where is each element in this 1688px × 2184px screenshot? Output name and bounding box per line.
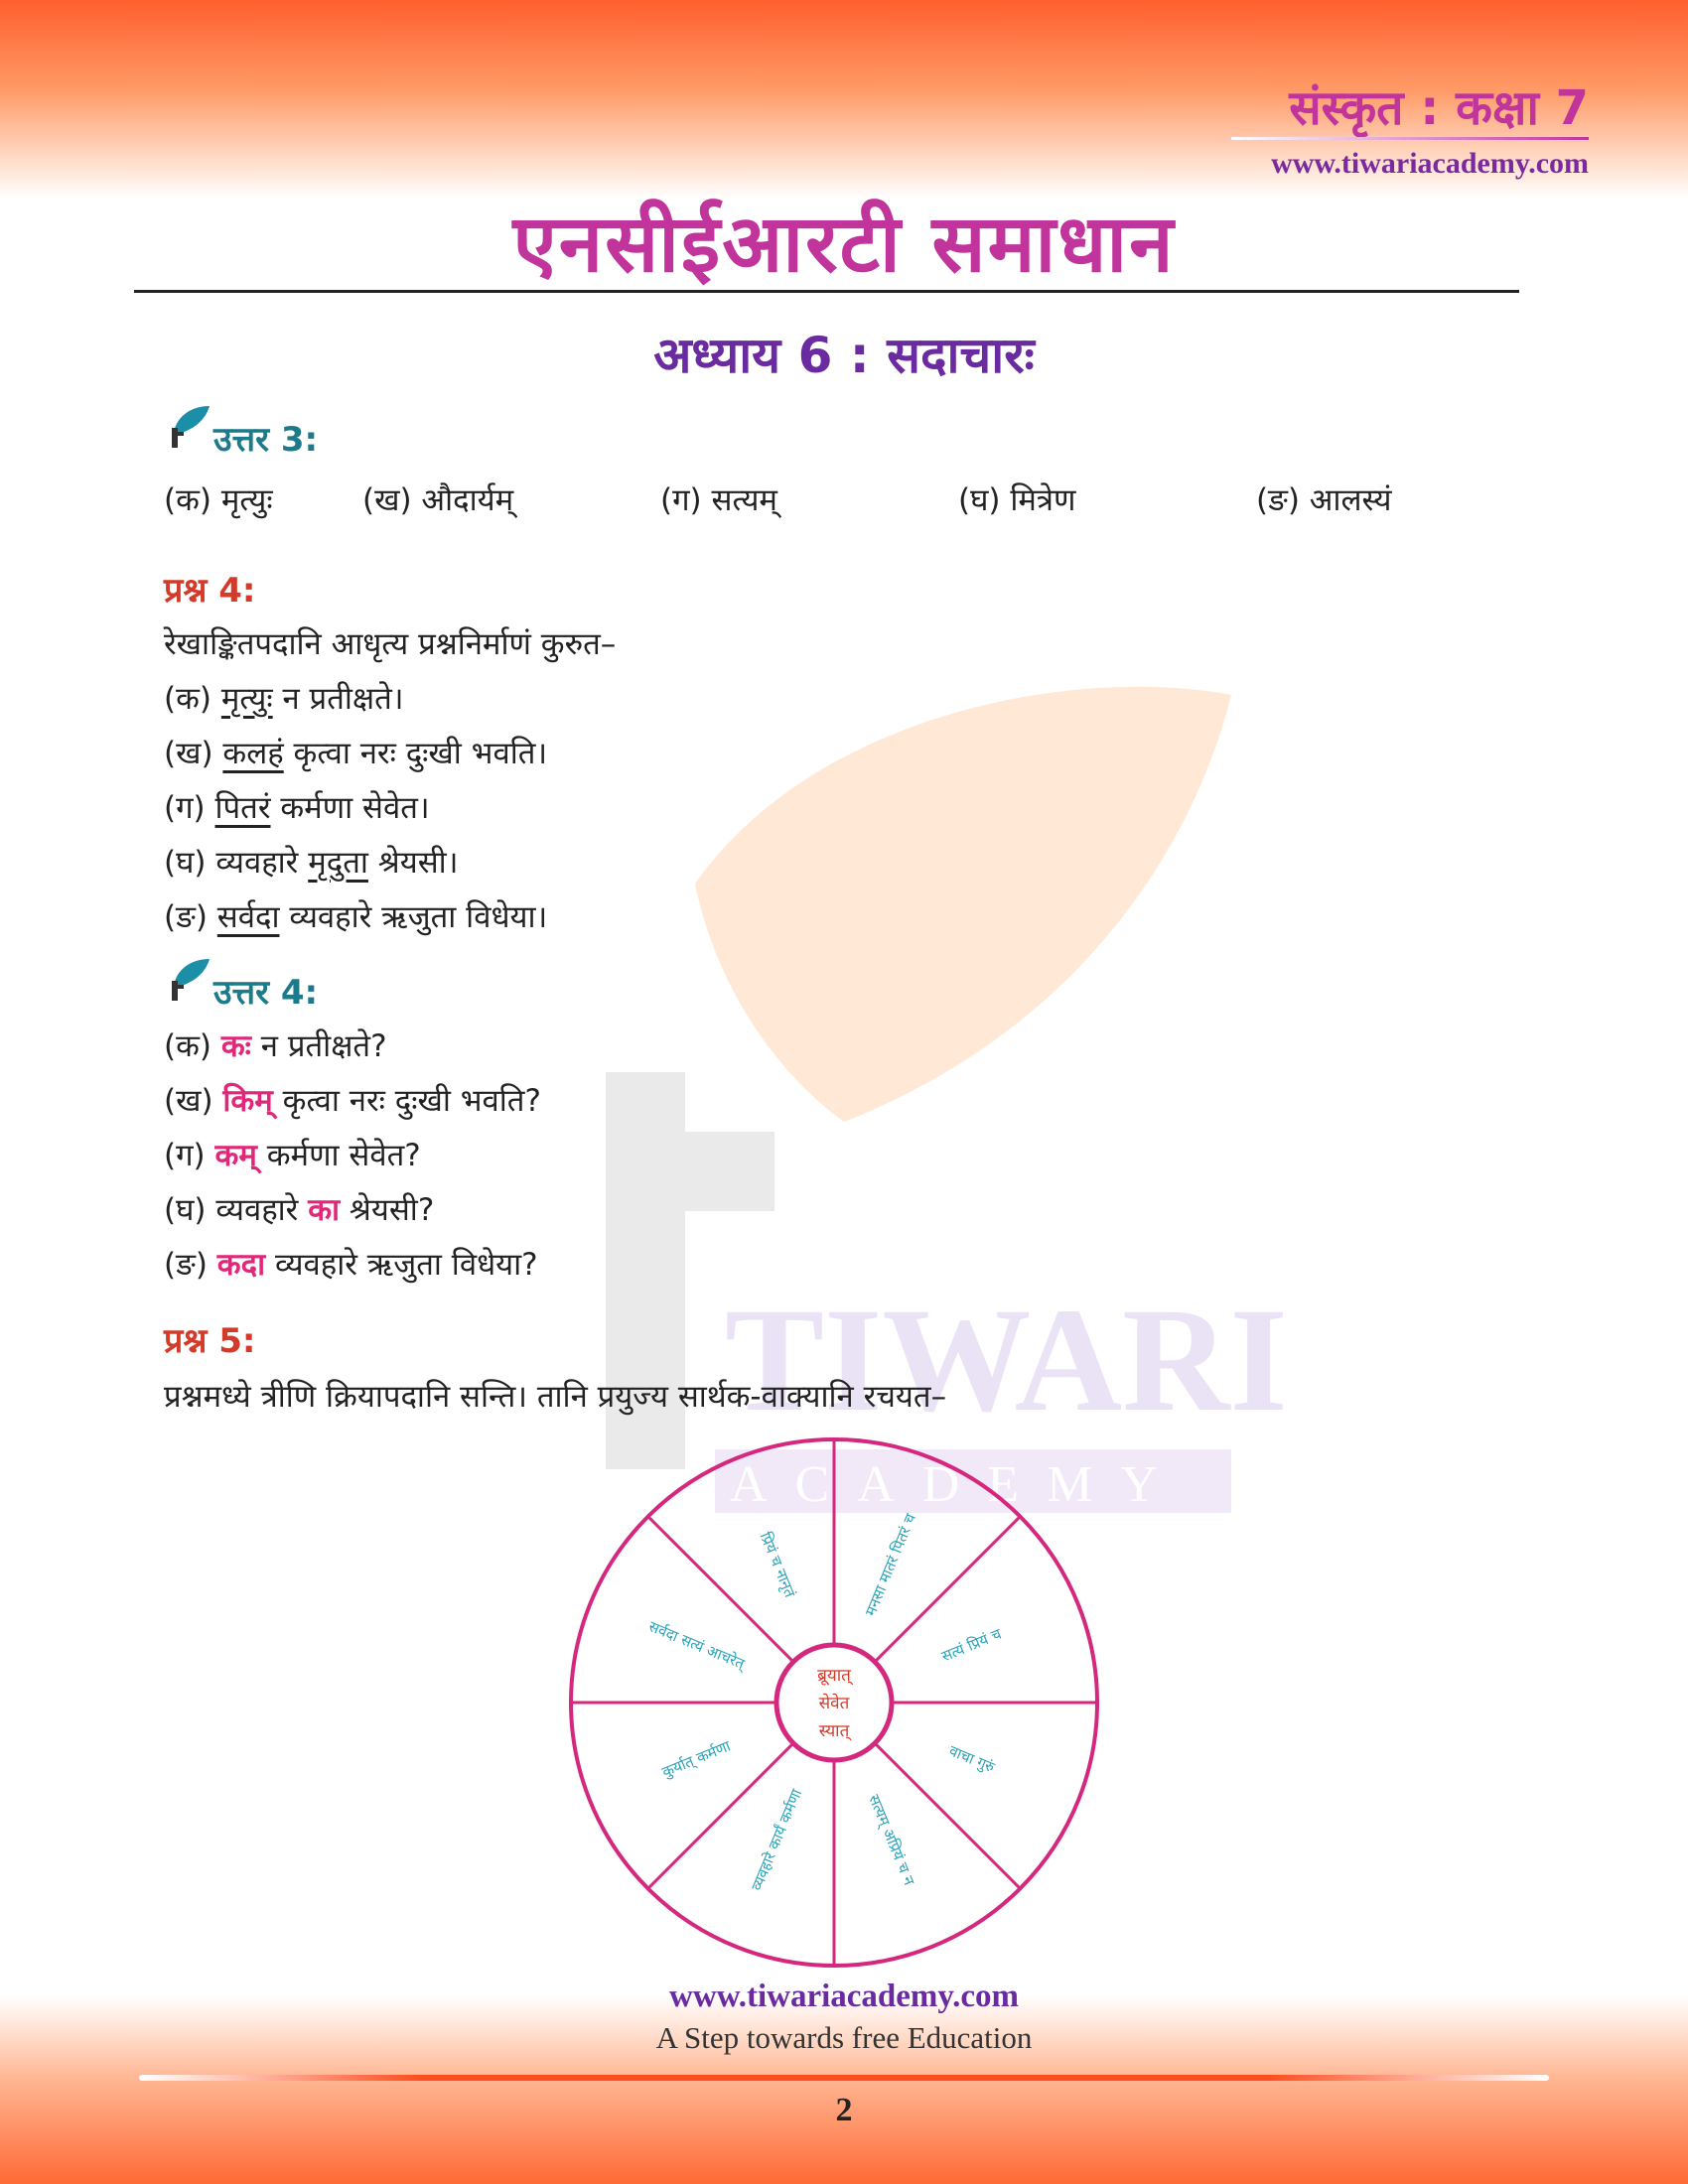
- underlined-word: मृत्युः: [220, 681, 273, 717]
- footer-divider: [139, 2075, 1549, 2081]
- question-5-heading: प्रश्न 5:: [164, 1321, 256, 1361]
- answer-3-option: (ख) औदार्यम्: [362, 482, 514, 518]
- question-word: कम्: [214, 1138, 257, 1173]
- header-site-link[interactable]: www.tiwariacademy.com: [1271, 147, 1589, 180]
- footer-tagline: A Step towards free Education: [655, 2020, 1033, 2055]
- wheel-segment-label: सत्यं प्रियं च: [938, 1624, 1005, 1666]
- tiwari-logo-icon: [164, 402, 211, 452]
- wheel-segment-label: सत्यम् अप्रियं च न: [865, 1792, 918, 1888]
- underlined-word: सर्वदा: [216, 899, 280, 935]
- question-word: कः: [220, 1028, 251, 1064]
- answer-3-option: (घ) मित्रेण: [958, 482, 1076, 518]
- wheel-segment-label: व्यवहारे कार्यं कर्मणा: [747, 1786, 806, 1894]
- question-word: कदा: [216, 1247, 266, 1283]
- subject-divider: [1231, 137, 1589, 140]
- word-wheel-diagram: [561, 1430, 1107, 1976]
- tiwari-logo-icon: [164, 955, 211, 1005]
- chapter-heading: अध्याय 6 : सदाचारः: [653, 327, 1035, 384]
- question-4-item: (घ) व्यवहारे मृदुता श्रेयसी।: [164, 845, 459, 881]
- wheel-center-word: स्यात्: [818, 1721, 850, 1741]
- question-word: का: [308, 1192, 341, 1228]
- question-4-item: (क) मृत्युः न प्रतीक्षते।: [164, 681, 404, 717]
- answer-3-option: (ग) सत्यम्: [660, 482, 777, 518]
- wheel-segment-label: वाचा गुरुं: [946, 1741, 998, 1777]
- page-title: एनसीईआरटी समाधान: [512, 198, 1176, 290]
- wheel-segment-label: मनसा मातरं पितरं च: [861, 1511, 920, 1619]
- question-5-text: प्रश्नमध्ये त्रीणि क्रियापदानि सन्ति। तानि प्रयुज्य सार्थक-वाक्यानि रचयत–: [164, 1379, 947, 1415]
- wheel-center-word: ब्रूयात्: [817, 1666, 851, 1686]
- page-number: 2: [835, 2092, 853, 2128]
- underlined-word: पितरं: [214, 790, 271, 826]
- wheel-center-word: सेवेत: [818, 1694, 850, 1713]
- question-4-instruction: रेखाङ्कितपदानि आधृत्य प्रश्ननिर्माणं कुरुत–: [164, 626, 617, 662]
- question-4-heading: प्रश्न 4:: [164, 571, 256, 611]
- watermark-leaf-icon: [695, 687, 1231, 1122]
- question-4-item: (ङ) सर्वदा व्यवहारे ऋजुता विधेया।: [164, 899, 548, 935]
- answer-4-item: (घ) व्यवहारे का श्रेयसी?: [164, 1192, 435, 1228]
- watermark-title: TIWARI: [725, 1278, 1288, 1442]
- question-word: किम्: [222, 1083, 273, 1119]
- underlined-word: कलहं: [222, 736, 284, 771]
- title-divider: [134, 290, 1519, 293]
- subject-label: संस्कृत : कक्षा 7: [1289, 80, 1589, 136]
- question-4-item: (ग) पितरं कर्मणा सेवेत।: [164, 790, 430, 826]
- wheel-segment-label: सर्वदा सत्यं आचरेत्: [645, 1617, 748, 1674]
- answer-3-option: (क) मृत्युः: [164, 482, 273, 518]
- question-4-item: (ख) कलहं कृत्वा नरः दुःखी भवति।: [164, 736, 548, 771]
- answer-4-heading: उत्तर 4:: [213, 973, 319, 1013]
- answer-4-item: (क) कः न प्रतीक्षते?: [164, 1028, 387, 1064]
- footer-site-link[interactable]: www.tiwariacademy.com: [669, 1979, 1019, 2014]
- watermark-subtitle: ACADEMY: [730, 1456, 1186, 1513]
- answer-3-option: (ङ) आलस्यं: [1256, 482, 1392, 518]
- answer-4-item: (ङ) कदा व्यवहारे ऋजुता विधेया?: [164, 1247, 538, 1283]
- wheel-segment-label: कुर्यात् कर्मणा: [659, 1736, 734, 1782]
- answer-3-heading: उत्तर 3:: [213, 420, 319, 460]
- wheel-segment-label: प्रियं च नानृतं: [756, 1529, 799, 1600]
- answer-4-item: (ग) कम् कर्मणा सेवेत?: [164, 1138, 421, 1173]
- answer-4-item: (ख) किम् कृत्वा नरः दुःखी भवति?: [164, 1083, 541, 1119]
- underlined-word: मृदुता: [308, 845, 368, 881]
